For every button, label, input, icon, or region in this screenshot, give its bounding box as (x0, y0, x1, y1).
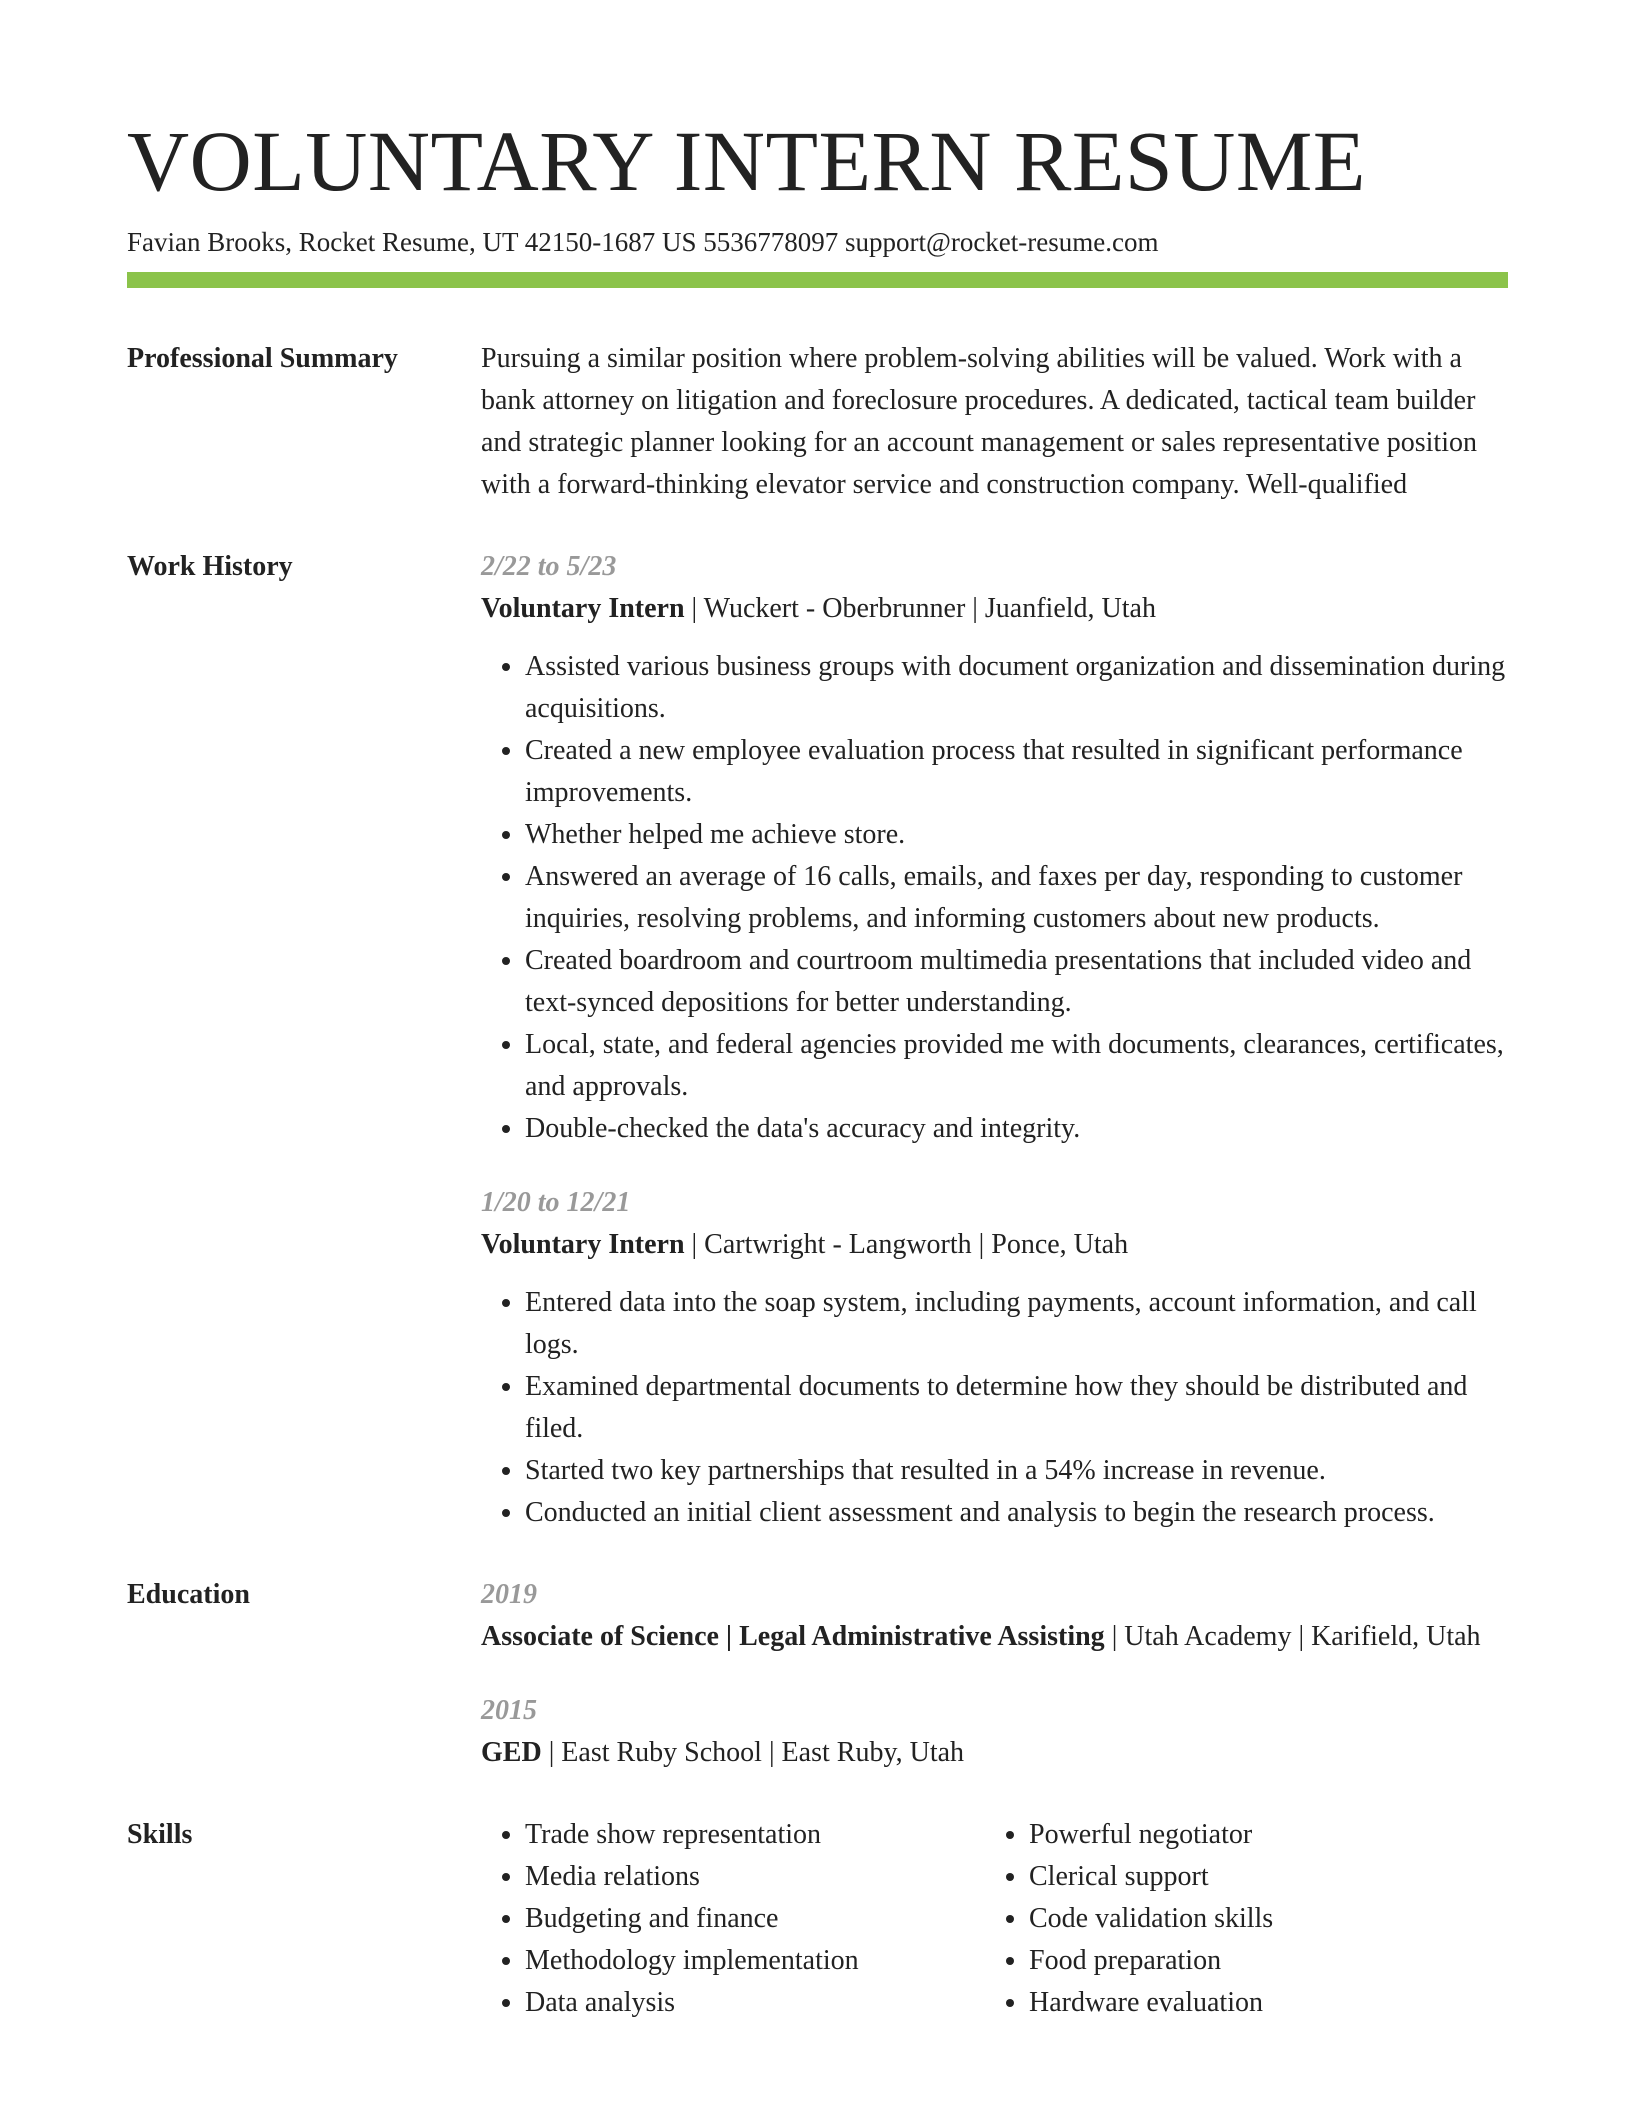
job-heading (481, 588, 1508, 630)
job-bullet: • Double-checked the data's accuracy and integrity. (525, 1108, 1508, 1150)
skill-item: • Media relations (525, 1856, 985, 1898)
skill-item: • Budgeting and finance (525, 1898, 985, 1940)
skill-item: • Code validation skills (1029, 1898, 1489, 1940)
education-section (127, 1574, 1508, 1774)
job-title: Voluntary Intern (481, 593, 685, 625)
education-degree: GED (481, 1737, 542, 1769)
work-history-list (481, 546, 1508, 1534)
job-bullet: • Assisted various business groups with document organization and dissemination during acquisitions. (525, 646, 1508, 730)
section-label-education: Education (127, 1579, 250, 1611)
education-entry (481, 1690, 1508, 1774)
job-heading (481, 1224, 1508, 1266)
job-dates: 2/22 to 5/23 (481, 551, 617, 583)
skill-item: • Powerful negotiator (1029, 1814, 1489, 1856)
education-heading (481, 1732, 1508, 1774)
job-bullet: • Created boardroom and courtroom multimedia presentations that included video and text-synced depositions for better understanding. (525, 940, 1508, 1024)
skill-item: • Food preparation (1029, 1940, 1489, 1982)
job-details: | Wuckert - Oberbrunner | Juanfield, Utah (684, 593, 1156, 625)
skills-columns (481, 1814, 1508, 2024)
job-entry (481, 1182, 1508, 1534)
job-bullets (481, 646, 1508, 1150)
summary-section (127, 338, 1508, 506)
job-bullet: • Local, state, and federal agencies provided me with documents, clearances, certificates, and approvals. (525, 1024, 1508, 1108)
skills-section (127, 1814, 1508, 2024)
job-bullet: • Started two key partnerships that resulted in a 54% increase in revenue. (525, 1450, 1508, 1492)
resume-page (127, 113, 1508, 2024)
job-entry (481, 546, 1508, 1150)
job-title: Voluntary Intern (481, 1229, 685, 1261)
skills-column-left (481, 1814, 985, 2024)
job-bullet: • Examined departmental documents to determine how they should be distributed and filed. (525, 1366, 1508, 1450)
education-details: | East Ruby School | East Ruby, Utah (541, 1737, 965, 1769)
section-label-summary: Professional Summary (127, 343, 398, 375)
skill-item: • Trade show representation (525, 1814, 985, 1856)
contact-line: Favian Brooks, Rocket Resume, UT 42150-1687 US 5536778097 support@rocket-resume.com (127, 227, 1159, 257)
education-entry (481, 1574, 1508, 1658)
skills-column-right (985, 1814, 1489, 2024)
job-bullet: • Answered an average of 16 calls, emails, and faxes per day, responding to customer inquiries, resolving problems, and informing customers about new products. (525, 856, 1508, 940)
section-label-work-history: Work History (127, 551, 293, 583)
education-list (481, 1574, 1508, 1774)
skill-item: • Data analysis (525, 1982, 985, 2024)
resume-title: VOLUNTARY INTERN RESUME (127, 113, 1366, 209)
skill-item: • Hardware evaluation (1029, 1982, 1489, 2024)
job-bullet: • Whether helped me achieve store. (525, 814, 1508, 856)
job-bullets (481, 1282, 1508, 1534)
education-heading (481, 1616, 1508, 1658)
job-details: | Cartwright - Langworth | Ponce, Utah (684, 1229, 1129, 1261)
job-dates: 1/20 to 12/21 (481, 1187, 631, 1219)
job-bullet: • Conducted an initial client assessment and analysis to begin the research process. (525, 1492, 1508, 1534)
skill-item: • Clerical support (1029, 1856, 1489, 1898)
job-bullet: • Created a new employee evaluation process that resulted in significant performance improvements. (525, 730, 1508, 814)
education-year: 2015 (481, 1695, 537, 1727)
summary-text: Pursuing a similar position where problem-solving abilities will be valued. Work with a bank attorney on litigation and foreclosure procedures. A dedicated, tactical team builder and strategic planner looking for an account management or sales representative position with a forward-thinking elevator service and construction company. Well-qualified (481, 343, 1477, 501)
header-divider (127, 272, 1508, 288)
education-degree: Associate of Science | Legal Administrative Assisting (481, 1621, 1105, 1653)
education-details: | Utah Academy | Karifield, Utah (1104, 1621, 1481, 1653)
skill-item: • Methodology implementation (525, 1940, 985, 1982)
work-history-section (127, 546, 1508, 1534)
section-label-skills: Skills (127, 1819, 193, 1851)
education-year: 2019 (481, 1579, 537, 1611)
job-bullet: • Entered data into the soap system, including payments, account information, and call logs. (525, 1282, 1508, 1366)
